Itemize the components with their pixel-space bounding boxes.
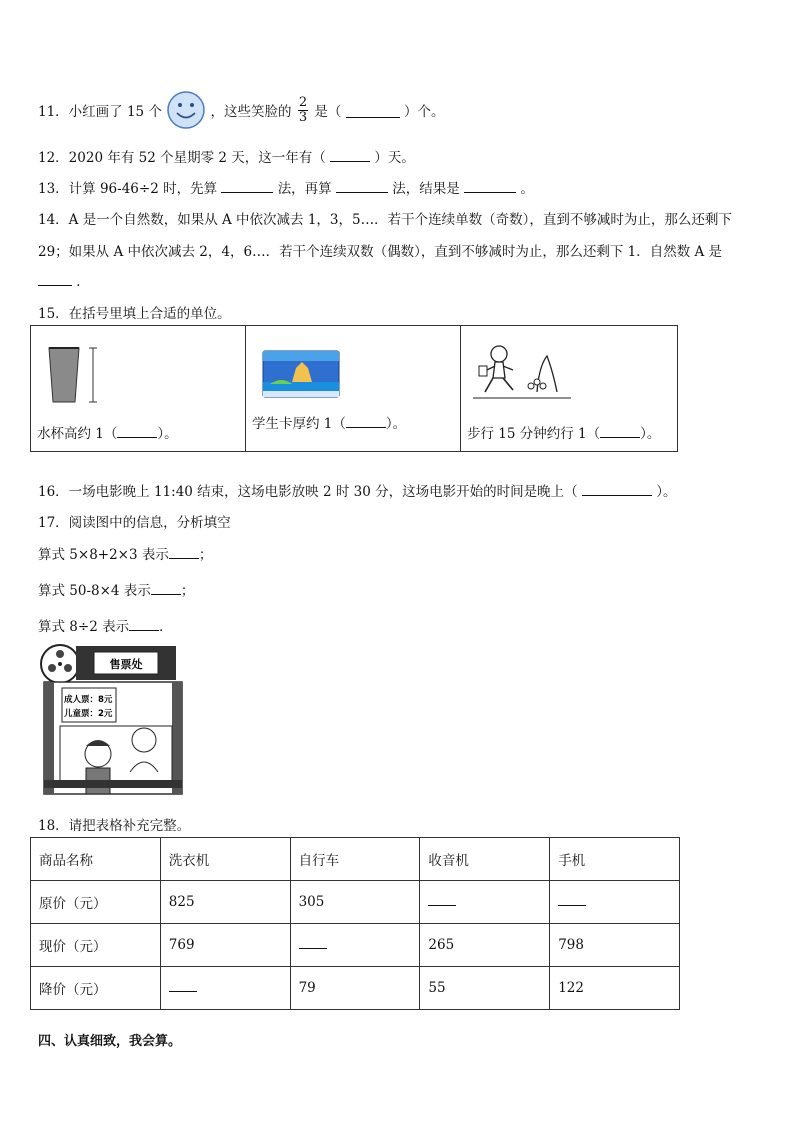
table-cell: 265: [420, 924, 550, 967]
header-cell: 洗衣机: [160, 838, 290, 881]
child-price-text: 儿童票：2元: [64, 709, 113, 719]
question-15-prompt: 15．在括号里填上合适的单位。: [38, 306, 231, 322]
q11-middle: ，这些笑脸的: [210, 104, 292, 120]
answer-blank[interactable]: [558, 895, 586, 906]
q12-suffix: ）天。: [374, 150, 415, 166]
question-12: [38, 146, 415, 166]
table-cell: 79: [290, 967, 420, 1010]
question-11: [38, 90, 445, 126]
q17-line1-suffix: ；: [198, 547, 213, 563]
walking-cell: [461, 326, 678, 452]
q13-part3: 法，结果是: [392, 181, 460, 197]
q17-line3-suffix: ．: [159, 619, 173, 635]
q12-prefix: 12．2020 年有 52 个星期零 2 天，这一年有（: [38, 150, 326, 166]
ticket-office-illustration: [38, 642, 188, 802]
answer-blank[interactable]: [38, 271, 72, 286]
table-row: [31, 881, 680, 924]
answer-blank[interactable]: [299, 938, 327, 949]
student-card-label-before: 学生卡厚约 1（: [252, 416, 346, 432]
adult-price-text: 成人票：8元: [64, 695, 113, 705]
answer-blank[interactable]: [221, 178, 273, 193]
table-cell: 825: [160, 881, 290, 924]
question-17-prompt: 17．阅读图中的信息，分析填空: [38, 515, 231, 531]
cup-cell: [31, 326, 246, 452]
table-cell: 305: [290, 881, 420, 924]
row-label: 降价（元）: [31, 967, 161, 1010]
table-row: [31, 924, 680, 967]
question-13: [38, 177, 534, 197]
cup-label-before: 水杯高约 1（: [37, 426, 118, 442]
answer-blank[interactable]: [582, 481, 652, 496]
answer-blank[interactable]: [336, 178, 388, 193]
ticket-sign-text: 售票处: [109, 658, 143, 671]
walking-child-illustration: [473, 342, 573, 406]
q17-line1-prefix: 算式 5×8+2×3 表示: [38, 547, 169, 563]
table-cell: 55: [420, 967, 550, 1010]
answer-blank[interactable]: [346, 413, 386, 428]
header-cell: 商品名称: [31, 838, 161, 881]
question-14-line-1: 14．A 是一个自然数，如果从 A 中依次减去 1，3，5…．若干个连续单数（奇数），直到不够减时为止，那么还剩下: [38, 212, 732, 228]
table-cell: 769: [160, 924, 290, 967]
q11-prefix: 11．小红画了 15 个: [38, 104, 162, 120]
answer-blank[interactable]: [600, 423, 640, 438]
answer-blank[interactable]: [330, 147, 370, 162]
student-card-label: [252, 412, 406, 432]
fraction-denominator: 3: [298, 109, 308, 125]
table-cell-blank[interactable]: [160, 967, 290, 1010]
q17-line2-prefix: 算式 50-8×4 表示: [38, 583, 151, 599]
q16-suffix: ）。: [656, 484, 677, 500]
water-cup-illustration: [45, 342, 105, 408]
walking-label-before: 步行 15 分钟约行 1（: [467, 426, 601, 442]
header-cell: 自行车: [290, 838, 420, 881]
q14-line3-end: ．: [76, 274, 90, 290]
answer-blank[interactable]: [117, 423, 157, 438]
question-17-line-1: [38, 543, 212, 563]
price-table: [30, 837, 680, 1010]
answer-blank[interactable]: [169, 544, 199, 559]
table-row: [31, 967, 680, 1010]
q17-line3-prefix: 算式 8÷2 表示: [38, 619, 130, 635]
table-cell-blank[interactable]: [290, 924, 420, 967]
answer-blank[interactable]: [151, 580, 181, 595]
student-card-label-after: ）。: [385, 416, 407, 432]
cup-label: [37, 422, 178, 442]
question-16: [38, 480, 676, 500]
q13-part2: 法，再算: [277, 181, 332, 197]
table-cell: 122: [550, 967, 680, 1010]
fraction: [298, 96, 308, 125]
table-cell-blank[interactable]: [420, 881, 550, 924]
table-header-row: [31, 838, 680, 881]
q17-line2-suffix: ；: [180, 583, 195, 599]
smiley-face-icon: [166, 90, 206, 130]
q11-after-fraction: 是（: [314, 104, 342, 120]
question-18-prompt: 18．请把表格补充完整。: [38, 818, 191, 834]
q13-part1: 13．计算 96-46÷2 时，先算: [38, 181, 218, 197]
answer-blank[interactable]: [129, 616, 159, 631]
q16-prefix: 16．一场电影晚上 11:40 结束，这场电影放映 2 时 30 分，这场电影开始的时间是晚上（: [38, 484, 578, 500]
q13-part4: 。: [520, 181, 534, 197]
student-card-illustration: [262, 350, 340, 398]
header-cell: 收音机: [420, 838, 550, 881]
walking-label: [467, 422, 660, 442]
answer-blank[interactable]: [346, 103, 400, 118]
answer-blank[interactable]: [464, 178, 516, 193]
q11-suffix: ）个。: [404, 104, 445, 120]
walking-label-after: ）。: [640, 426, 661, 442]
table-cell-blank[interactable]: [550, 881, 680, 924]
section-4-heading: 四、认真细致，我会算。: [38, 1034, 182, 1049]
answer-blank[interactable]: [169, 981, 197, 992]
header-cell: 手机: [550, 838, 680, 881]
question-17-line-3: [38, 615, 173, 635]
question-17-line-2: [38, 579, 194, 599]
units-table: [30, 325, 678, 452]
answer-blank[interactable]: [428, 895, 456, 906]
table-cell: 798: [550, 924, 680, 967]
row-label: 原价（元）: [31, 881, 161, 924]
row-label: 现价（元）: [31, 924, 161, 967]
cup-label-after: ）。: [157, 426, 178, 442]
question-14-line-3: [38, 270, 90, 290]
fraction-numerator: 2: [298, 94, 308, 110]
question-14-line-2: 29；如果从 A 中依次减去 2，4，6…．若干个连续双数（偶数），直到不够减时为止，那么还剩下 1．自然数 A 是: [38, 244, 723, 260]
student-card-cell: [246, 326, 461, 452]
